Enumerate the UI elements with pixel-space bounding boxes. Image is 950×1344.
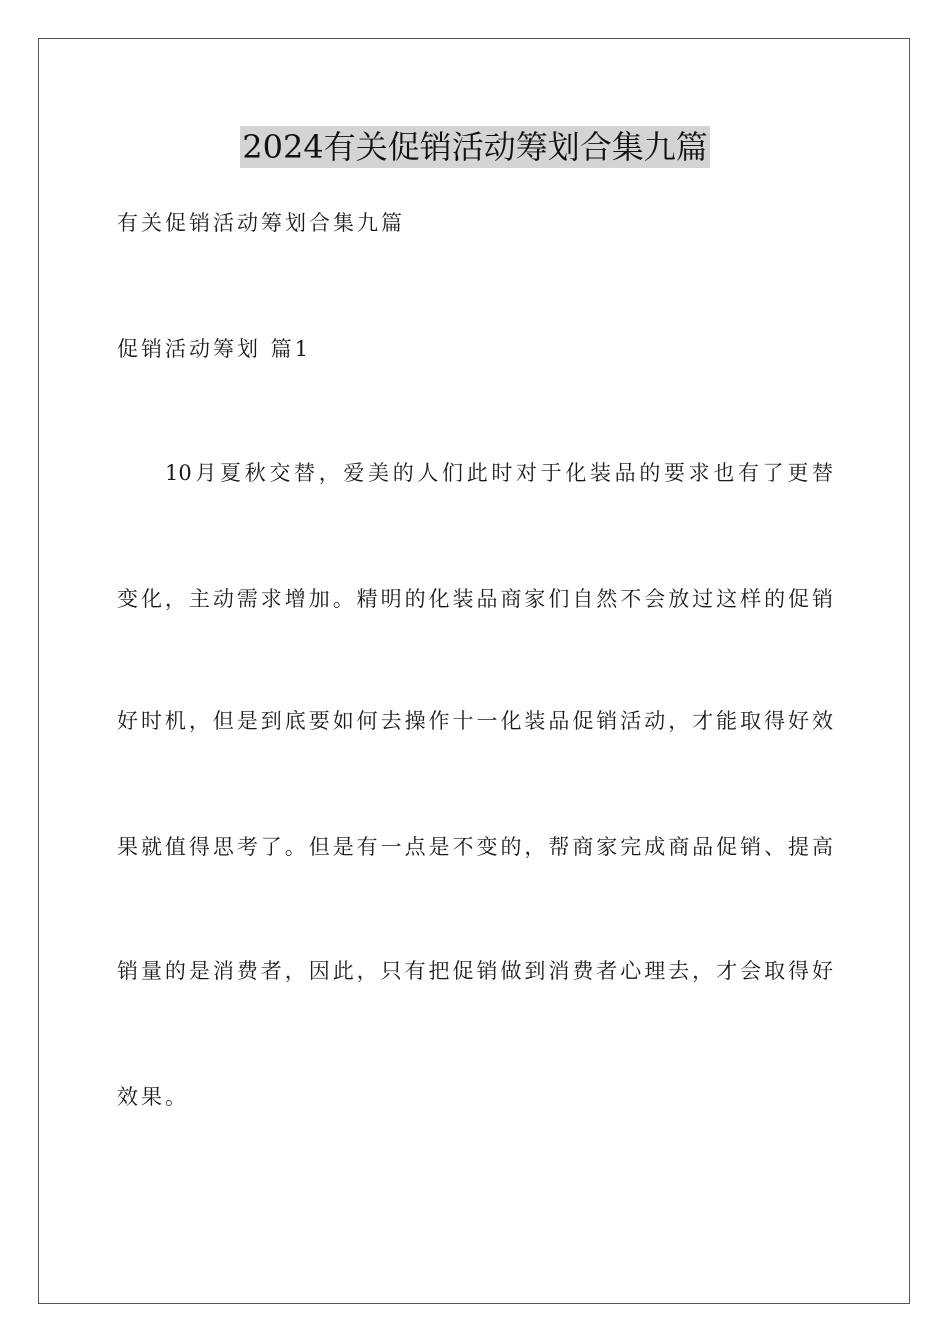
- section-heading: 促销活动筹划 篇1: [117, 337, 312, 361]
- title-container: [0, 126, 950, 168]
- document-subtitle: 有关促销活动筹划合集九篇: [117, 211, 405, 235]
- paragraph-line: 果就值得思考了。但是有一点是不变的，帮商家完成商品促销、提高: [117, 835, 833, 859]
- paragraph-line: 效果。: [117, 1085, 189, 1109]
- paragraph-line: 变化，主动需求增加。精明的化装品商家们自然不会放过这样的促销: [117, 587, 833, 611]
- paragraph-line: 销量的是消费者，因此，只有把促销做到消费者心理去，才会取得好: [117, 959, 833, 983]
- paragraph-line: 10月夏秋交替，爱美的人们此时对于化装品的要求也有了更替: [165, 461, 833, 485]
- paragraph-line: 好时机，但是到底要如何去操作十一化装品促销活动，才能取得好效: [117, 709, 833, 733]
- document-title: 2024有关促销活动筹划合集九篇: [242, 128, 708, 166]
